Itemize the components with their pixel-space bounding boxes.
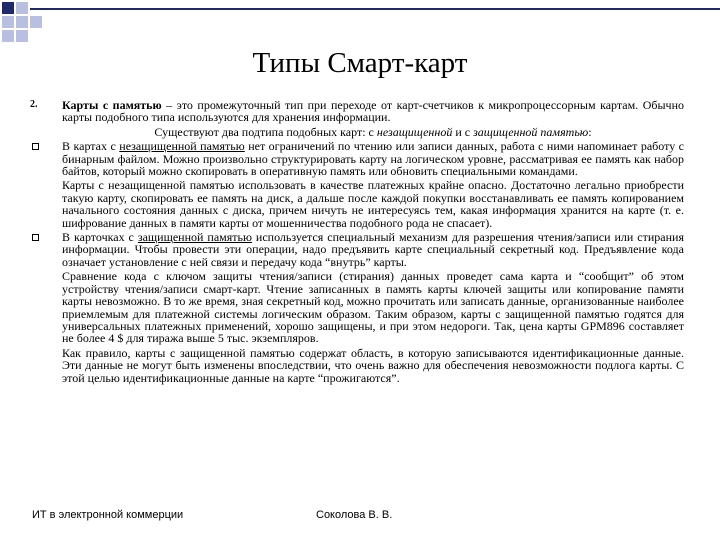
top-rule — [30, 8, 720, 10]
paragraph-code-comparison: Сравнение кода с ключом защиты чтения/записи (стирания) данных проведет сама карта и “сообщит” об этом устройству чтения/записи смарт-карт. Чтение записанных в память карты ключей защиты или копирование памяти карты невозможно. В то же время, зная секретный код, можно прочитать или записать данные, организованные наиболее приемлемым для платежной системы логическим образом. Таким образом, карты с защищенной памятью годятся для универсальных платежных применений, хорошо защищены, и при этом недороги. Так, цена карты GPM896 составляет не более 4 $ для тиража выше 5 тыс. экземпляров. — [62, 269, 684, 346]
footer-course-title: ИТ в электронной коммерции — [32, 509, 184, 521]
list-item-memory-cards — [30, 99, 684, 124]
term-memory-cards: Карты с памятью — [62, 98, 162, 112]
paragraph-identification-data: Как правило, карты с защищенной памятью содержат область, в которую записываются идентификационные данные. Эти данные не могут быть изменены впоследствии, что очень важно для обеспечения невозможности подлога карты. С этой целью идентификационные данные на карте “прожигаются”. — [62, 345, 684, 385]
slide-body — [30, 99, 684, 386]
subtypes-line: Существуют два подтипа подобных карт: с незащищенной и с защищенной памятью: — [154, 124, 592, 139]
term-definition: – это промежуточный тип при переходе от карт-счетчиков к микропроцессорным картам. Обычно карты подобного типа используются для хранения информации. — [62, 98, 685, 125]
square-bullet-icon — [32, 143, 39, 150]
list-number: 2. — [30, 99, 38, 110]
bullet-protected-memory: В карточках с защищенной памятью используется специальный механизм для разрешения чтения/записи или стирания информации. Чтобы провести эти операции, надо предъявить карте специальный секретный код. Предъявление кода означает установление с ней связи и передачу кода “внутрь” карты. — [30, 231, 684, 268]
paragraph-unprotected-risk: Карты с незащищенной памятью использовать в качестве платежных крайне опасно. Достаточно легально приобрести такую карту, скопировать ее память на диск, а дальше после каждой покупки восстанавливать ее память копированием начального состояния данных с диска, причем ничуть не интересуясь тем, какая информация хранится на карте (т. е. шифрование данных в памяти карты от мошенничества подобного рода не спасает). — [62, 178, 684, 230]
square-bullet-icon — [32, 234, 39, 241]
bullet-unprotected-memory: В картах с незащищенной памятью нет ограничений по чтению или записи данных, работа с ними напоминает работу с бинарным файлом. Можно произвольно структурировать карту на логическом уровне, рассматривая ее память как набор байтов, который можно скопировать в оперативную память или обновить специальными командами. — [30, 140, 684, 177]
subtype-protected: защищенной памятью — [473, 124, 589, 139]
subtype-unprotected: незащищенной — [376, 124, 453, 139]
underlined-term: защищенной памятью — [137, 230, 252, 245]
footer-author: Соколова В. В. — [316, 509, 393, 521]
slide-title: Типы Смарт-карт — [252, 47, 468, 79]
underlined-term: незащищенной памятью — [119, 139, 245, 154]
